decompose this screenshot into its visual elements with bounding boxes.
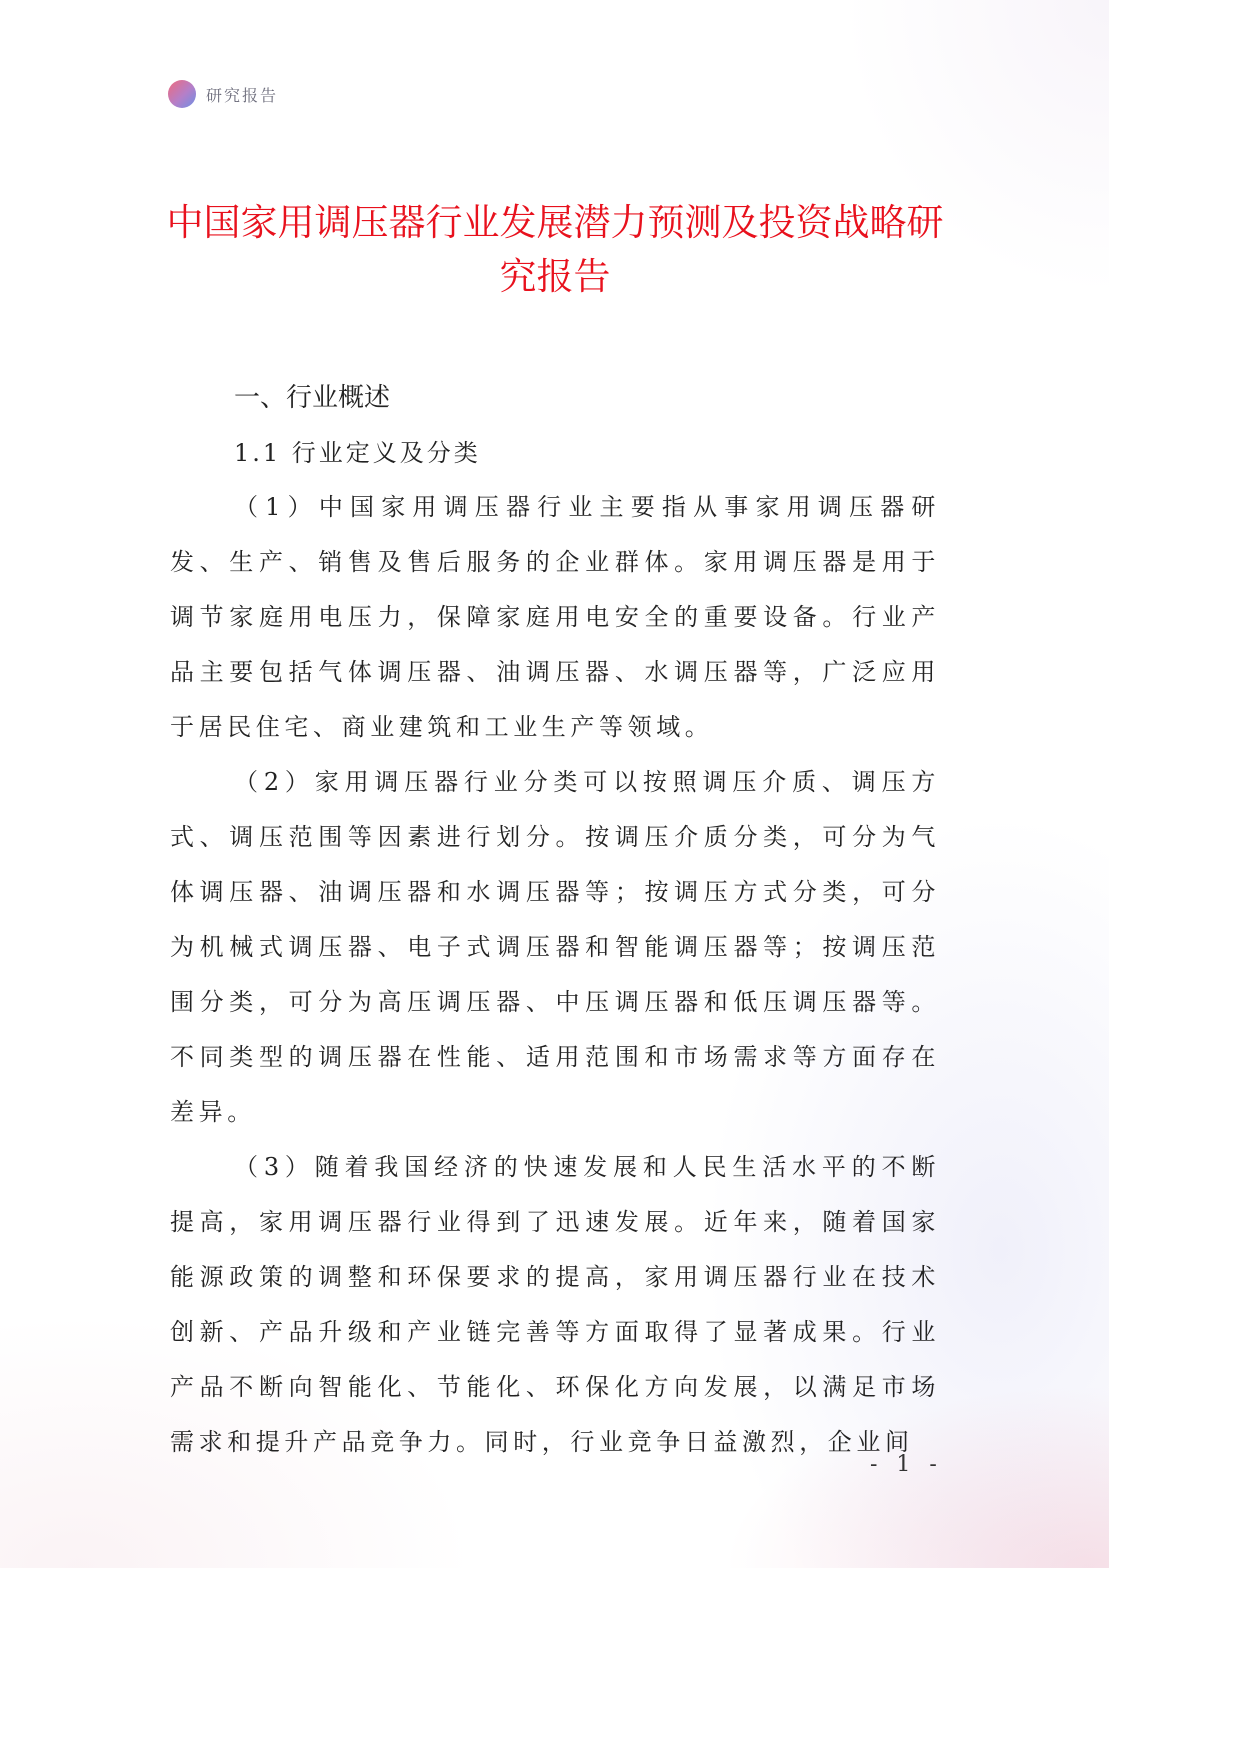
paragraph-3: （3）随着我国经济的快速发展和人民生活水平的不断提高，家用调压器行业得到了迅速发展。近年来，随着国家能源政策的调整和环保要求的提高，家用调压器行业在技术创新、产品升级和产业链完善等方面取得了显著成果。行业产品不断向智能化、节能化、环保化方向发展，以满足市场需求和提升产品竞争力。同时，行业竞争日益激烈，企业间 (170, 1153, 940, 1456)
paragraph-2: （2）家用调压器行业分类可以按照调压介质、调压方式、调压范围等因素进行划分。按调压介质分类，可分为气体调压器、油调压器和水调压器等；按调压方式分类，可分为机械式调压器、电子式调压器和智能调压器等；按调压范围分类，可分为高压调压器、中压调压器和低压调压器等。不同类型的调压器在性能、适用范围和市场需求等方面存在差异。 (170, 768, 940, 1126)
section-heading: 一、行业概述 (234, 383, 391, 413)
document-title: 中国家用调压器行业发展潜力预测及投资战略研究报告 (166, 201, 944, 298)
header-label: 研究报告 (206, 85, 279, 105)
report-header (168, 78, 278, 110)
page-number: - 1 - (870, 1452, 943, 1477)
document-body (170, 370, 940, 1470)
paragraph-1: （1）中国家用调压器行业主要指从事家用调压器研发、生产、销售及售后服务的企业群体。家用调压器是用于调节家庭用电压力，保障家庭用电安全的重要设备。行业产品主要包括气体调压器、油调压器、水调压器等，广泛应用于居民住宅、商业建筑和工业生产等领域。 (170, 493, 940, 741)
brand-logo-icon (168, 80, 196, 108)
subsection-heading: 1.1 行业定义及分类 (234, 439, 481, 467)
